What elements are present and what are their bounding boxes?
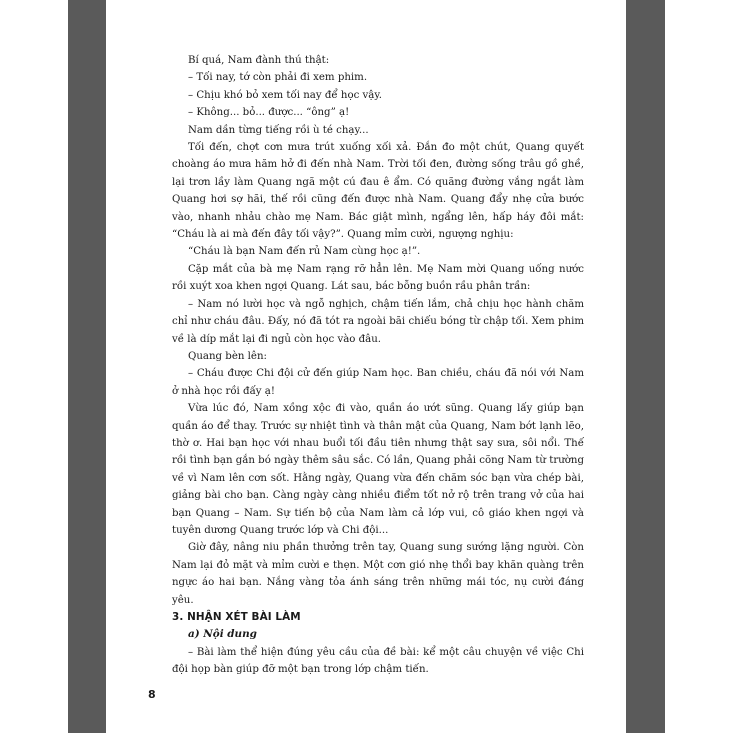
- book-page: [106, 0, 626, 733]
- section-heading: 3. NHẬN XÉT BÀI LÀM: [172, 611, 301, 623]
- subheading: a) Nội dung: [188, 628, 257, 641]
- paragraph: Bí quá, Nam đành thú thật:: [188, 55, 330, 66]
- paragraph: Giờ đây, nâng niu phần thưởng trên tay, Quang sung sướng lặng người. Còn Nam lại đỏ mặt và mỉm cười e thẹn. Một cơn gió nhẹ thổi bay khăn quàng trên ngực áo hai bạn. Nắng vàng tỏa ánh sáng trên những mái tóc, nụ cười đáng yêu.: [172, 542, 584, 606]
- paragraph: Quang bèn lên:: [188, 350, 267, 362]
- paragraph: – Cháu được Chi đội cử đến giúp Nam học. Ban chiều, cháu đã nói với Nam ở nhà học rồi đấy ạ!: [172, 368, 584, 397]
- paragraph: Nam dần từng tiếng rồi ù té chạy...: [188, 124, 369, 136]
- paragraph: Tối đến, chợt cơn mưa trút xuống xối xả. Đắn đo một chút, Quang quyết choàng áo mưa hăm hở đi đến nhà Nam. Trời tối đen, đường sống trâu gồ ghề, lại trơn lầy làm Quang ngã một cú đau ê ẩm. Có quãng đường vắng ngắt làm Quang hơi sợ hãi, thế rồi cũng đến được nhà Nam. Quang đẩy nhẹ cửa bước vào, nhanh nhảu chào mẹ Nam. Bác giật mình, ngẩng lên, hấp háy đôi mắt: “Cháu là ai mà đến đây tối vậy?”. Quang mỉm cười, ngượng nghịu:: [172, 142, 584, 241]
- paragraph: Cặp mắt của bà mẹ Nam rạng rỡ hẳn lên. Mẹ Nam mời Quang uống nước rồi xuýt xoa khen ngợi Quang. Lát sau, bác bỗng buồn rầu phân trần:: [172, 263, 584, 293]
- closing-paragraph: – Bài làm thể hiện đúng yêu cầu của đề bài: kể một câu chuyện về việc Chi đội họp bàn giúp đỡ một bạn trong lớp chậm tiến.: [172, 646, 584, 676]
- paragraph: – Tối nay, tớ còn phải đi xem phim.: [188, 72, 368, 84]
- page-text-body: [172, 52, 584, 679]
- paragraph: Vừa lúc đó, Nam xồng xộc đi vào, quần áo ướt sũng. Quang lấy giúp bạn quần áo để thay. Trước sự nhiệt tình và thân mật của Quang, Nam bớt lạnh lẽo, thờ ơ. Hai bạn học với nhau buổi tối đầu tiên nhưng thật say sưa, sôi nổi. Thế rồi tình bạn gắn bó ngày thêm sâu sắc. Có lần, Quang phải cõng Nam từ trường về vì Nam lên cơn sốt. Hằng ngày, Quang vừa đến chăm sóc bạn vừa chép bài, giảng bài cho bạn. Càng ngày càng nhiều điểm tốt nở rộ trên trang vở của hai bạn Quang – Nam. Sự tiến bộ của Nam làm cả lớp vui, cô giáo khen ngợi và tuyên dương Quang trước lớp và Chi đội...: [172, 403, 584, 536]
- page-number: 8: [148, 688, 156, 701]
- paragraph: “Cháu là bạn Nam đến rủ Nam cùng học ạ!”.: [188, 246, 421, 258]
- left-dark-border: [68, 0, 106, 733]
- paragraph: – Nam nó lười học và ngỗ nghịch, chậm tiến lắm, chả chịu học hành chăm chỉ như cháu đâu. Đấy, nó đã tót ra ngoài bãi chiếu bóng từ chập tối. Xem phim về là díp mắt lại đi ngủ còn học vào đâu.: [172, 298, 584, 345]
- right-dark-border: [626, 0, 665, 733]
- paragraph: – Không... bỏ... được... “ông” ạ!: [188, 107, 350, 119]
- paragraph: – Chịu khó bỏ xem tối nay để học vậy.: [188, 89, 383, 101]
